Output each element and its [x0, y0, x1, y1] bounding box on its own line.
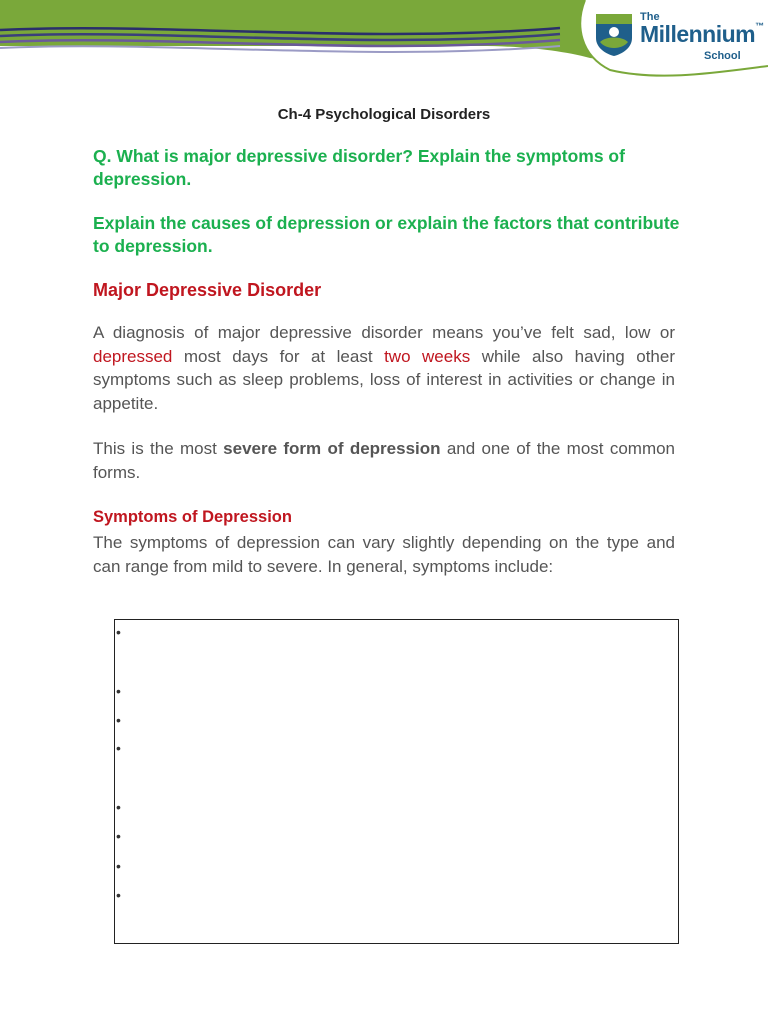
- definition-paragraph: A diagnosis of major depressive disorder means you’ve felt sad, low or depressed most days for at least two weeks while also having other symptoms such as sleep problems, loss of interest in activities or change in appetite.: [93, 323, 676, 413]
- header-stripe: [0, 46, 560, 52]
- logo-name: Millennium™: [640, 21, 764, 47]
- symptoms-heading: Symptoms of Depression: [93, 508, 292, 526]
- severity-paragraph: This is the most severe form of depression and one of the most common forms.: [93, 439, 676, 482]
- logo-the: The: [640, 11, 660, 23]
- question-2: Explain the causes of depression or explain the factors that contribute to depression.: [93, 213, 680, 256]
- highlight-two-weeks: two weeks: [384, 346, 471, 366]
- emphasis-severe-form: severe form of depression: [223, 439, 441, 458]
- school-crest-icon: [594, 12, 634, 58]
- document-title: Ch-4 Psychological Disorders: [277, 106, 491, 123]
- bullet-marker: •: [116, 683, 121, 699]
- bullet-marker: •: [116, 624, 121, 640]
- bullet-marker: •: [116, 799, 121, 815]
- symptoms-intro: The symptoms of depression can vary slightly depending on the type and can range from mild to severe. In general, symptoms include:: [93, 533, 675, 576]
- symptom-list-box: [114, 619, 679, 944]
- bullet-marker: •: [116, 740, 121, 756]
- school-logo: [592, 10, 764, 66]
- logo-school: School: [704, 50, 741, 62]
- bullet-marker: •: [116, 887, 121, 903]
- bullet-marker: •: [116, 828, 121, 844]
- bullet-marker: •: [116, 712, 121, 728]
- question-1: Q. What is major depressive disorder? Explain the symptoms of depression.: [93, 146, 625, 189]
- bullet-marker: •: [116, 858, 121, 874]
- highlight-depressed: depressed: [93, 346, 173, 366]
- section-heading: Major Depressive Disorder: [93, 280, 322, 300]
